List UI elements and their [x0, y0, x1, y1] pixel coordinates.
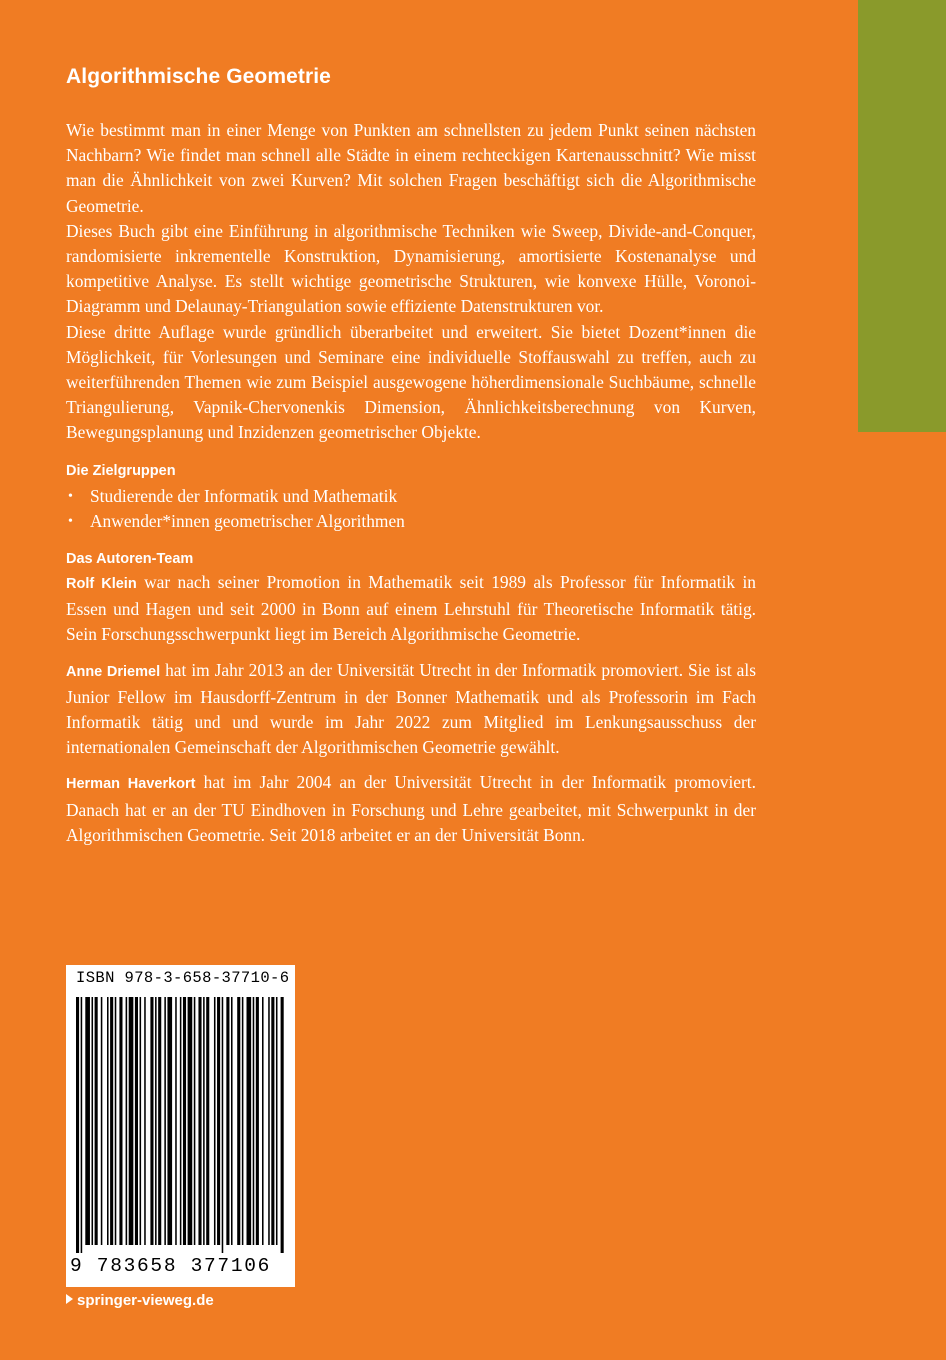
barcode-bar — [101, 997, 103, 1245]
decorative-green-band — [858, 0, 946, 432]
barcode-bar — [247, 997, 252, 1245]
barcode-bar — [167, 997, 172, 1245]
barcode-bar — [81, 997, 83, 1253]
barcode-bar — [92, 997, 94, 1245]
barcode-bar — [198, 997, 201, 1245]
barcode-bar — [155, 997, 157, 1245]
barcode-bar — [268, 997, 270, 1245]
barcode-bar — [164, 997, 166, 1245]
barcode-bar — [271, 997, 274, 1245]
barcode-bar — [281, 997, 284, 1253]
author-name: Herman Haverkort — [66, 776, 196, 793]
barcode-bar — [76, 997, 79, 1253]
barcode-bar — [217, 997, 220, 1245]
barcode-bar — [126, 997, 128, 1245]
bullet-icon: • — [68, 488, 73, 504]
barcode-bar — [183, 997, 186, 1245]
barcode-bar — [110, 997, 113, 1245]
barcode-bar — [231, 997, 233, 1245]
list-item: • Anwender*innen geometrischer Algorithmen — [66, 509, 756, 534]
barcode-bar — [226, 997, 229, 1245]
publisher-website[interactable]: springer-vieweg.de — [66, 1292, 214, 1309]
barcode-bar — [150, 997, 153, 1245]
author-bio-klein: Rolf Klein war nach seiner Promotion in Mathematik seit 1989 als Professor für Informatik in Essen und Hagen und seit 2000 in Bonn auf einem Lehrstuhl für Theoretische Informatik tätig. Sein Forschungsschwerpunkt liegt im Bereich Algorithmische Geometrie. — [66, 572, 756, 645]
barcode-bar — [276, 997, 278, 1245]
barcode-bar — [253, 997, 255, 1245]
barcode-bar — [203, 997, 205, 1245]
author-name: Rolf Klein — [66, 576, 137, 593]
barcode-bars — [76, 997, 285, 1253]
author-bio-haverkort: Herman Haverkort hat im Jahr 2004 an der Universität Utrecht in der Informatik promoviert. Danach hat er an der TU Eindhoven in Forschung und Lehre gearbeitet, mit Schwerpunkt in der Algorithmischen Geometrie. Seit 2018 arbeitet er an der Universität Bonn. — [66, 772, 756, 845]
barcode-bar — [85, 997, 90, 1245]
barcode-bar — [140, 997, 142, 1245]
barcode-bar — [256, 997, 259, 1245]
barcode-bar — [175, 997, 177, 1245]
target-groups-heading: Die Zielgruppen — [66, 462, 176, 479]
barcode-bar — [107, 997, 109, 1245]
barcode-bar — [222, 997, 224, 1253]
barcode-bar — [188, 997, 193, 1245]
barcode-bar — [206, 997, 209, 1245]
back-cover-text — [66, 62, 756, 848]
isbn-label: ISBN 978-3-658-37710-6 — [76, 969, 290, 987]
barcode-bar — [214, 997, 216, 1245]
barcode-bar — [115, 997, 117, 1245]
barcode-digits: 9 783658 377106 — [70, 1255, 272, 1277]
list-item: • Studierende der Informatik und Mathematik — [66, 484, 756, 509]
intro-paragraph-2: Dieses Buch gibt eine Einführung in algorithmische Techniken wie Sweep, Divide-and-Conquer, randomisierte inkrementelle Konstruktion, Dynamisierung, amortisierte Kostenanalyse und kompetitive Analyse. Es stellt wichtige geometrische Strukturen, wie konvexe Hülle, Voronoi-Diagramm und Delaunay-Triangulation sowie effiziente Datenstrukturen vor. — [66, 220, 756, 317]
barcode-bar — [194, 997, 196, 1245]
barcode-bar — [135, 997, 138, 1245]
barcode-bar — [95, 997, 98, 1245]
arrow-right-icon — [66, 1294, 73, 1304]
barcode-bar — [158, 997, 161, 1245]
barcode-bar — [180, 997, 182, 1245]
author-name: Anne Driemel — [66, 663, 161, 680]
author-bio-driemel: Anne Driemel hat im Jahr 2013 an der Universität Utrecht in der Informatik promoviert. Sie ist als Junior Fellow im Hausdorff-Zentrum in der Bonner Mathematik und als Professorin im Fach Informatik tätig und und wurde im Jahr 2022 zum Mitglied im Lenkungsausschuss der internationalen Gemeinschaft der Algorithmischen Geometrie gewählt. — [66, 659, 756, 758]
barcode-bar — [144, 997, 146, 1245]
target-groups-list — [66, 484, 756, 534]
intro-paragraph-1: Wie bestimmt man in einer Menge von Punkten am schnellsten zu jedem Punkt seinen nächsten Nachbarn? Wie findet man schnell alle Städte in einem rechteckigen Kartenausschnitt? Wie misst man die Ähnlichkeit von zwei Kurven? Mit solchen Fragen beschäftigt sich die Algorithmische Geometrie. — [66, 120, 756, 216]
bullet-icon: • — [68, 513, 73, 529]
barcode-bar — [262, 997, 264, 1245]
barcode-bar — [129, 997, 134, 1245]
authors-heading: Das Autoren-Team — [66, 551, 194, 568]
intro-paragraph-3: Diese dritte Auflage wurde gründlich überarbeitet und erweitert. Sie bietet Dozent*innen die Möglichkeit, für Vorlesungen und Seminare eine individuelle Stoffauswahl zu treffen, auch zu weiterführenden Themen wie zum Beispiel ausgewogene höherdimensionale Suchbäume, schnelle Triangulierung, Vapnik-Chervonenkis Dimension, Ähnlichkeitsberechnung von Kurven, Bewegungsplanung und Inzidenzen geometrischer Objekte. — [66, 321, 756, 443]
barcode-bar — [119, 997, 122, 1245]
barcode-bar — [237, 997, 240, 1245]
isbn-barcode — [66, 965, 295, 1287]
book-title: Algorithmische Geometrie — [66, 65, 331, 88]
barcode-bar — [242, 997, 244, 1245]
